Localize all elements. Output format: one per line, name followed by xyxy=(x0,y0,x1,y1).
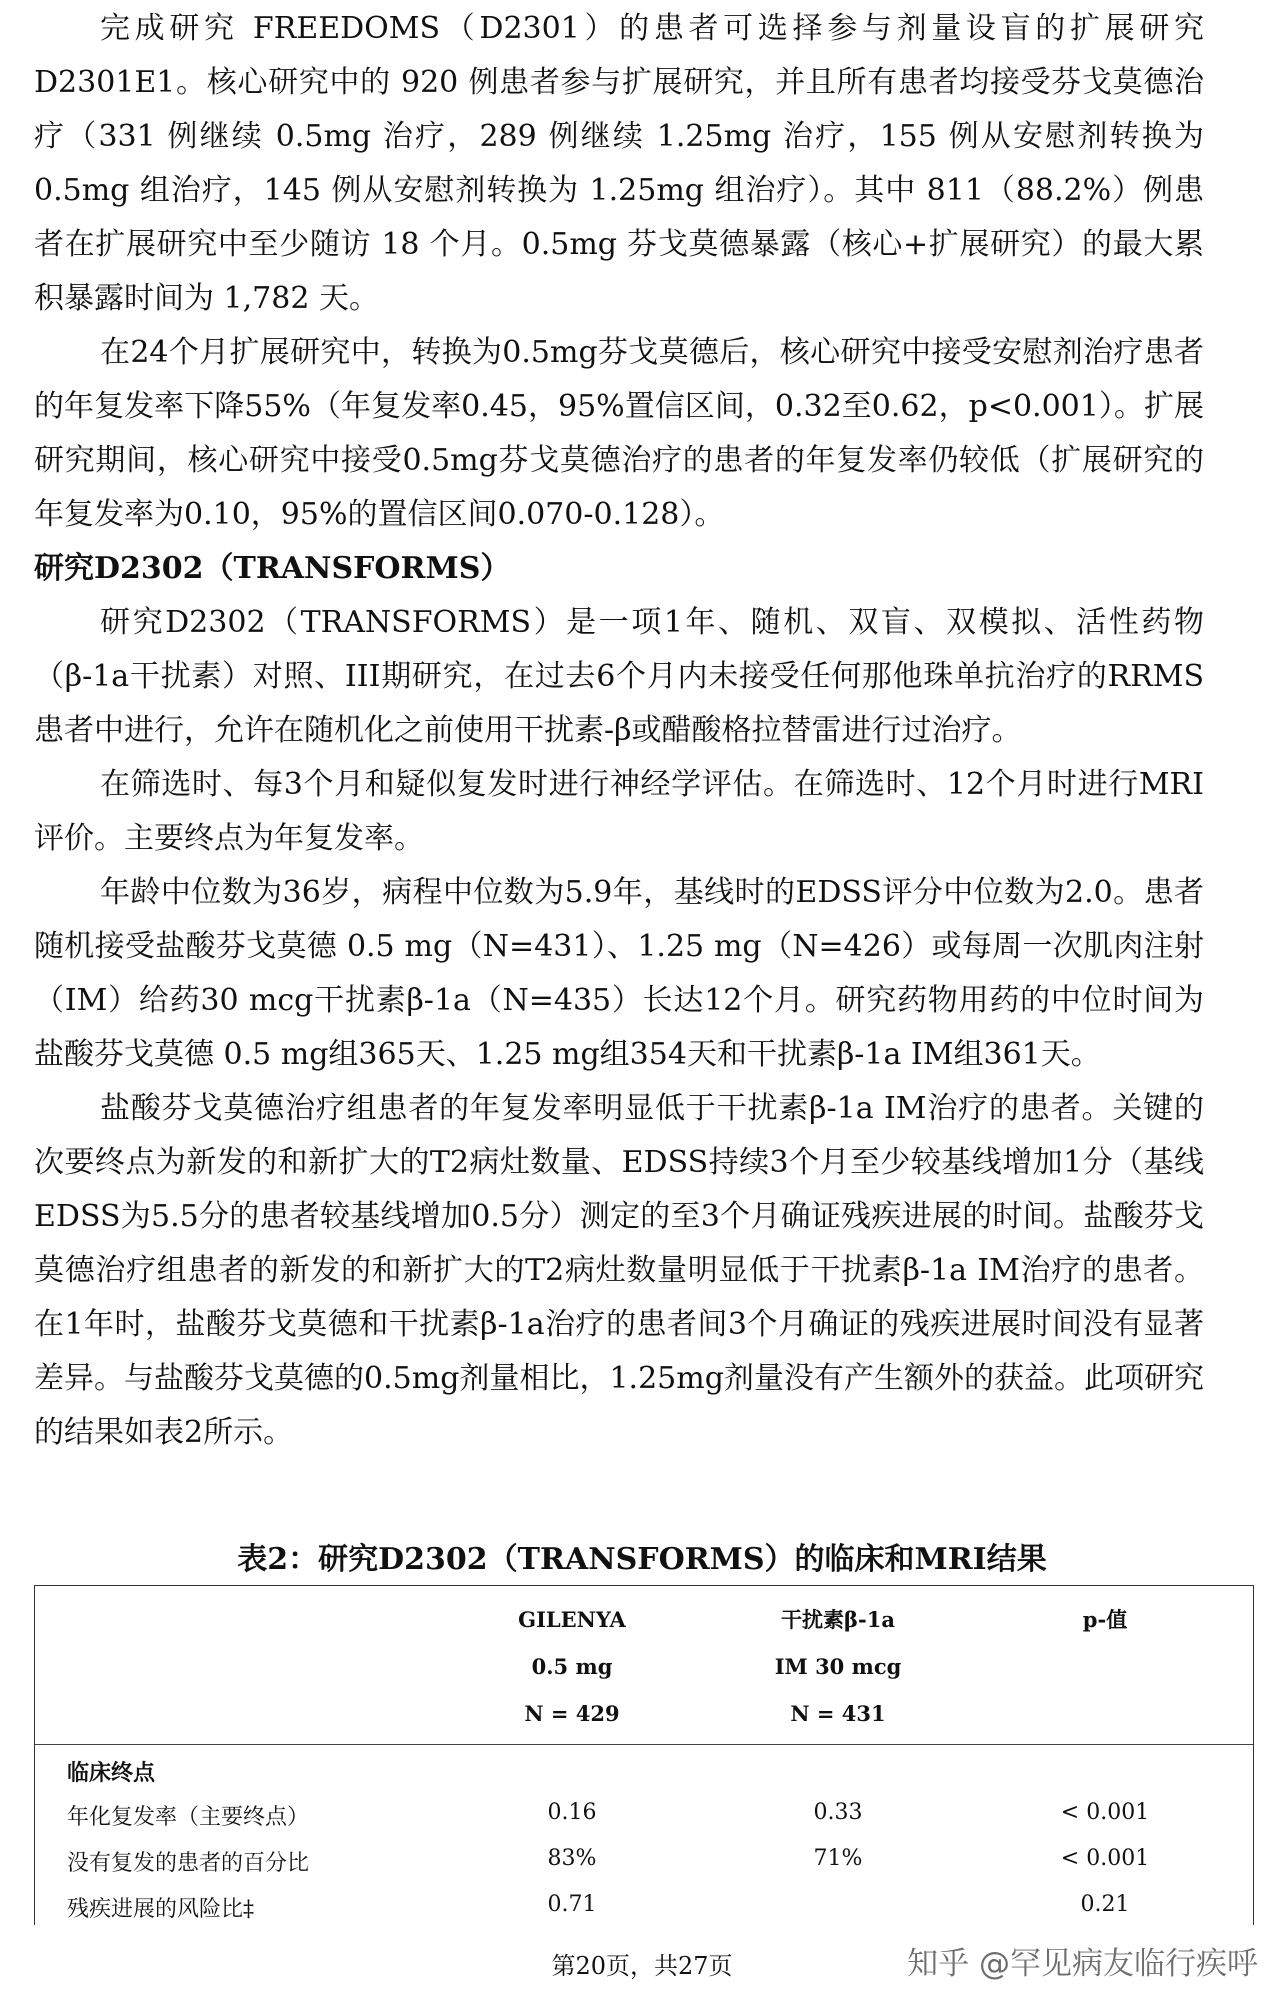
column-header-line: 0.5 mg xyxy=(531,1654,613,1679)
cell-gilenya: 83% xyxy=(547,1846,597,1871)
cell-gilenya: 0.71 xyxy=(547,1892,597,1917)
paragraph-assessments: 在筛选时、每3个月和疑似复发时进行神经学评估。在筛选时、12个月时进行MRI评价。主要终点为年复发率。 xyxy=(34,767,1204,856)
column-header-line: GILENYA xyxy=(518,1607,626,1632)
watermark-text: 知乎 @罕见病友临行疾呼 xyxy=(907,1946,1258,1982)
results-table xyxy=(34,1585,1254,1925)
paragraph-demographics: 年龄中位数为36岁，病程中位数为5.9年，基线时的EDSS评分中位数为2.0。患者随机接受盐酸芬戈莫德 0.5 mg（N=431）、1.25 mg（N=426）或每周一次肌肉注射（IM）给药30 mcg干扰素β-1a（N=435）长达12个月。研究药物用药的中位时间为盐酸芬戈莫德 0.5 mg组365天、1.25 mg组354天和干扰素β-1a IM组361天。 xyxy=(34,875,1204,1072)
table-row xyxy=(35,1838,1253,1884)
page-number: 第20页，共27页 xyxy=(551,1952,733,1980)
cell-p-value: < 0.001 xyxy=(1060,1846,1150,1871)
paragraph-study-design: 研究D2302（TRANSFORMS）是一项1年、随机、双盲、双模拟、活性药物（β-1a干扰素）对照、III期研究，在过去6个月内未接受任何那他珠单抗治疗的RRMS患者中进行，允许在随机化之前使用干扰素-β或醋酸格拉替雷进行过治疗。 xyxy=(34,605,1204,748)
table-row xyxy=(35,1792,1253,1838)
cell-p-value: 0.21 xyxy=(1080,1892,1130,1917)
column-header-interferon xyxy=(708,1596,968,1737)
paragraph-extension-results: 在24个月扩展研究中，转换为0.5mg芬戈莫德后，核心研究中接受安慰剂治疗患者的年复发率下降55%（年复发率0.45，95%置信区间，0.32至0.62，p<0.001）。扩展研究期间，核心研究中接受0.5mg芬戈莫德治疗的患者的年复发率仍较低（扩展研究的年复发率为0.10，95%的置信区间0.070-0.128）。 xyxy=(34,335,1204,532)
row-label: 年化复发率（主要终点） xyxy=(67,1805,310,1830)
column-header-line: p-值 xyxy=(1082,1607,1128,1632)
paragraph-extension-study: 完成研究 FREEDOMS（D2301）的患者可选择参与剂量设盲的扩展研究D2301E1。核心研究中的 920 例患者参与扩展研究，并且所有患者均接受芬戈莫德治疗（331 例继续 0.5mg 治疗，289 例继续 1.25mg 治疗，155 例从安慰剂转换为 0.5mg 组治疗，145 例从安慰剂转换为 1.25mg 组治疗）。其中 811（88.2%）例患者在扩展研究中至少随访 18 个月。0.5mg 芬戈莫德暴露（核心+扩展研究）的最大累积暴露时间为 1,782 天。 xyxy=(34,11,1204,316)
body-text-top xyxy=(34,2,1204,1460)
column-header-p-value xyxy=(975,1596,1235,1643)
table-section-label: 临床终点 xyxy=(67,1760,156,1786)
row-label: 没有复发的患者的百分比 xyxy=(67,1851,310,1876)
column-header-line: N = 431 xyxy=(790,1701,886,1726)
paragraph-results: 盐酸芬戈莫德治疗组患者的年复发率明显低于干扰素β-1a IM治疗的患者。关键的次要终点为新发的和新扩大的T2病灶数量、EDSS持续3个月至少较基线增加1分（基线EDSS为5.5分的患者较基线增加0.5分）测定的至3个月确证残疾进展的时间。盐酸芬戈莫德治疗组患者的新发的和新扩大的T2病灶数量明显低于干扰素β-1a IM治疗的患者。在1年时，盐酸芬戈莫德和干扰素β-1a治疗的患者间3个月确证的残疾进展时间没有显著差异。与盐酸芬戈莫德的0.5mg剂量相比，1.25mg剂量没有产生额外的获益。此项研究的结果如表2所示。 xyxy=(34,1091,1204,1450)
cell-interferon: 0.33 xyxy=(813,1800,863,1825)
column-header-gilenya xyxy=(442,1596,702,1737)
cell-gilenya: 0.16 xyxy=(547,1800,597,1825)
column-header-line: IM 30 mcg xyxy=(774,1654,902,1679)
row-label: 残疾进展的风险比‡ xyxy=(67,1897,255,1922)
cell-p-value: < 0.001 xyxy=(1060,1800,1150,1825)
table-row xyxy=(35,1884,1253,1930)
column-header-line: 干扰素β-1a xyxy=(781,1607,895,1632)
cell-interferon: 71% xyxy=(813,1846,863,1871)
table-caption: 表2：研究D2302（TRANSFORMS）的临床和MRI结果 xyxy=(237,1542,1047,1577)
column-header-line: N = 429 xyxy=(524,1701,620,1726)
section-heading: 研究D2302（TRANSFORMS） xyxy=(34,551,511,586)
table-header-divider xyxy=(35,1744,1253,1745)
